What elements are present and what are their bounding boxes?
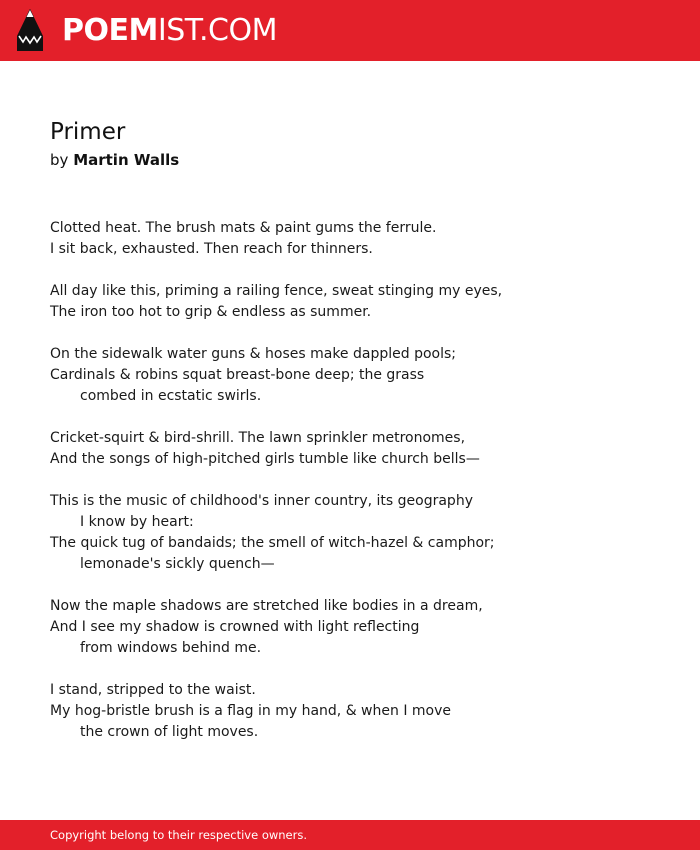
poem-line: I know by heart: bbox=[80, 514, 194, 530]
copyright-text: Copyright belong to their respective owners. bbox=[50, 828, 308, 842]
poem-line: Cricket-squirt & bird-shrill. The lawn sprinkler metronomes, bbox=[50, 430, 466, 446]
poem-line: Now the maple shadows are stretched like bodies in a dream, bbox=[50, 598, 483, 614]
poem-line: combed in ecstatic swirls. bbox=[80, 388, 262, 404]
poem-line: the crown of light moves. bbox=[80, 724, 259, 740]
byline bbox=[50, 149, 650, 171]
poem-title: Primer bbox=[50, 119, 126, 145]
poem-line: Cardinals & robins squat breast-bone deep; the grass bbox=[50, 367, 425, 383]
stanza-break bbox=[50, 575, 650, 596]
logo-bold-text: POEM bbox=[62, 13, 158, 48]
poem-line: lemonade's sickly quench— bbox=[80, 556, 275, 572]
poem-line: from windows behind me. bbox=[80, 640, 262, 656]
poem-line: Clotted heat. The brush mats & paint gums the ferrule. bbox=[50, 220, 437, 236]
poem-line: And the songs of high-pitched girls tumble like church bells— bbox=[50, 451, 480, 467]
poem-line: The iron too hot to grip & endless as summer. bbox=[50, 304, 372, 320]
by-label: by bbox=[50, 151, 69, 169]
poem-line: I sit back, exhausted. Then reach for thinners. bbox=[50, 241, 373, 257]
stanza-break bbox=[50, 659, 650, 680]
author-name: Martin Walls bbox=[73, 151, 180, 169]
poem-line: My hog-bristle brush is a flag in my hand, & when I move bbox=[50, 703, 451, 719]
logo-light-text: IST.COM bbox=[157, 13, 277, 48]
poem-header bbox=[50, 115, 650, 171]
stanza-break bbox=[50, 407, 650, 428]
stanza-break bbox=[50, 470, 650, 491]
poem-body bbox=[50, 218, 650, 743]
site-header bbox=[0, 0, 700, 61]
site-logo[interactable] bbox=[62, 12, 277, 50]
poem-line: I stand, stripped to the waist. bbox=[50, 682, 256, 698]
stanza-break bbox=[50, 323, 650, 344]
poem-line: All day like this, priming a railing fence, sweat stinging my eyes, bbox=[50, 283, 503, 299]
poem-line: This is the music of childhood's inner country, its geography bbox=[50, 493, 473, 509]
stanza-break bbox=[50, 260, 650, 281]
site-footer bbox=[0, 820, 700, 850]
poem-line: And I see my shadow is crowned with light reflecting bbox=[50, 619, 420, 635]
poem-line: On the sidewalk water guns & hoses make dappled pools; bbox=[50, 346, 456, 362]
poem-line: The quick tug of bandaids; the smell of witch-hazel & camphor; bbox=[50, 535, 495, 551]
pencil-logo-icon[interactable] bbox=[17, 9, 43, 51]
